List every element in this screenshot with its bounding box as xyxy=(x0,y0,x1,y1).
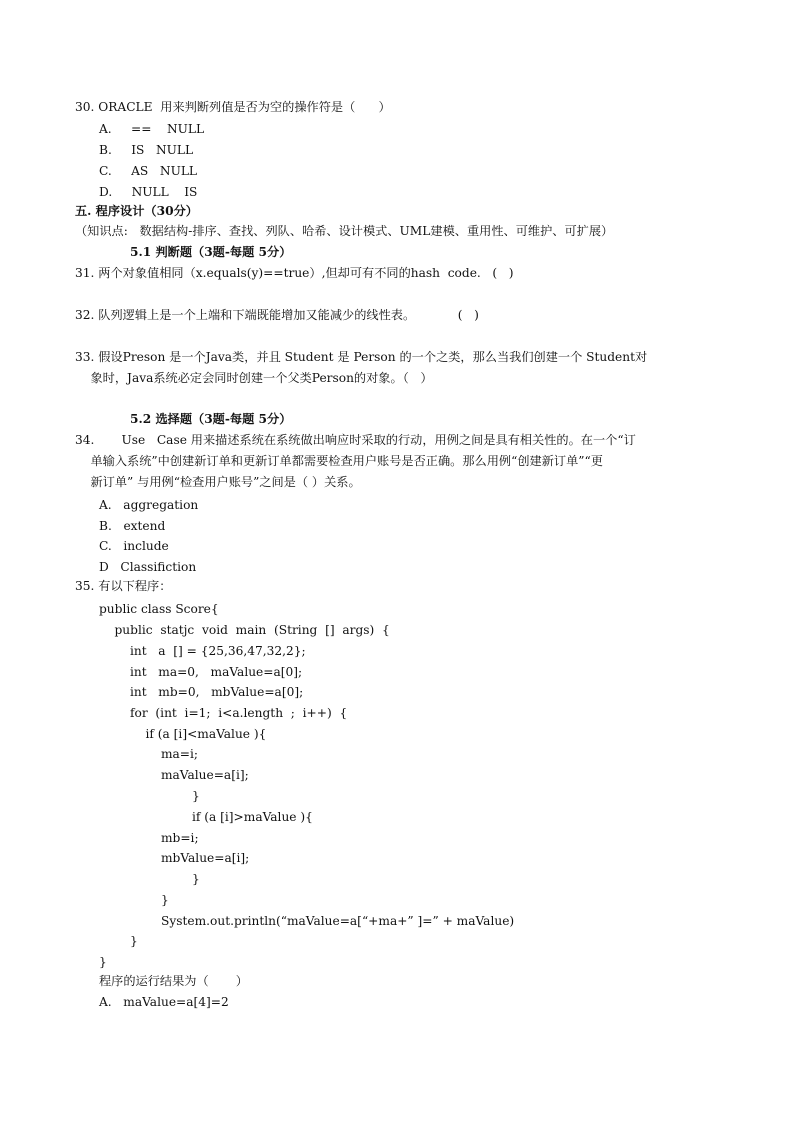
code-line: System.out.println(“maValue=a[“+ma+” ]=” + maValue) xyxy=(99,914,515,928)
question-34-line-3: 新订单” 与用例“检查用户账号”之间是（ ）关系。 xyxy=(75,475,361,489)
code-line: } xyxy=(99,934,138,948)
q34-option-d: D Classifiction xyxy=(99,560,197,574)
q30-option-b: B. IS NULL xyxy=(99,143,194,157)
code-line: if (a [i]>maValue ){ xyxy=(99,810,313,824)
code-line: int mb=0, mbValue=a[0]; xyxy=(99,685,304,699)
section-5-heading: 五. 程序设计（30分） xyxy=(75,204,198,218)
code-line: } xyxy=(99,893,169,907)
code-line: maValue=a[i]; xyxy=(99,768,249,782)
code-line: public statjc void main (String [] args) { xyxy=(99,623,390,637)
question-35-intro: 35. 有以下程序： xyxy=(75,579,172,593)
q30-option-a: A. == NULL xyxy=(99,122,205,136)
code-line: } xyxy=(99,789,200,803)
subsection-5-2: 5.2 选择题（3题-每题 5分） xyxy=(130,412,292,426)
question-33-line-1: 33. 假设Preson 是一个Java类，并且 Student 是 Person 的一个之类，那么当我们创建一个 Student对 xyxy=(75,350,648,364)
q34-option-b: B. extend xyxy=(99,519,166,533)
q35-result-label: 程序的运行结果为（ ） xyxy=(99,974,248,988)
section-5-knowledge: （知识点: 数据结构-排序、查找、列队、哈希、设计模式、UML建模、重用性、可维护、可扩展） xyxy=(75,224,614,238)
code-line: int ma=0, maValue=a[0]; xyxy=(99,665,303,679)
q35-option-a: A. maValue=a[4]=2 xyxy=(99,995,229,1009)
code-line: mb=i; xyxy=(99,831,199,845)
question-34-line-1: 34. Use Case 用来描述系统在系统做出响应时采取的行动，用例之间是具有相关性的。在一个“订 xyxy=(75,433,636,447)
q30-option-c: C. AS NULL xyxy=(99,164,198,178)
code-line: } xyxy=(99,955,107,969)
code-line: ma=i; xyxy=(99,747,199,761)
question-33-line-2: 象时，Java系统必定会同时创建一个父类Person的对象。（ ） xyxy=(75,371,433,385)
question-31: 31. 两个对象值相同（x.equals(y)==true）,但却可有不同的hash code. ( ) xyxy=(75,266,514,280)
question-30: 30. ORACLE 用来判断列值是否为空的操作符是（ ） xyxy=(75,100,391,114)
q34-option-c: C. include xyxy=(99,539,169,553)
code-line: for (int i=1; i<a.length ; i++) { xyxy=(99,706,348,720)
code-line: mbValue=a[i]; xyxy=(99,851,250,865)
q34-option-a: A. aggregation xyxy=(99,498,199,512)
question-32: 32. 队列逻辑上是一个上端和下端既能增加又能减少的线性表。 ( ) xyxy=(75,308,479,322)
code-line: int a [] = {25,36,47,32,2}; xyxy=(99,644,306,658)
q30-option-d: D. NULL IS xyxy=(99,185,198,199)
code-line: if (a [i]<maValue ){ xyxy=(99,727,267,741)
code-line: } xyxy=(99,872,200,886)
code-line: public class Score{ xyxy=(99,602,219,616)
subsection-5-1: 5.1 判断题（3题-每题 5分） xyxy=(130,245,292,259)
question-34-line-2: 单输入系统”中创建新订单和更新订单都需要检查用户账号是否正确。那么用例“创建新订单”“更 xyxy=(75,454,603,468)
